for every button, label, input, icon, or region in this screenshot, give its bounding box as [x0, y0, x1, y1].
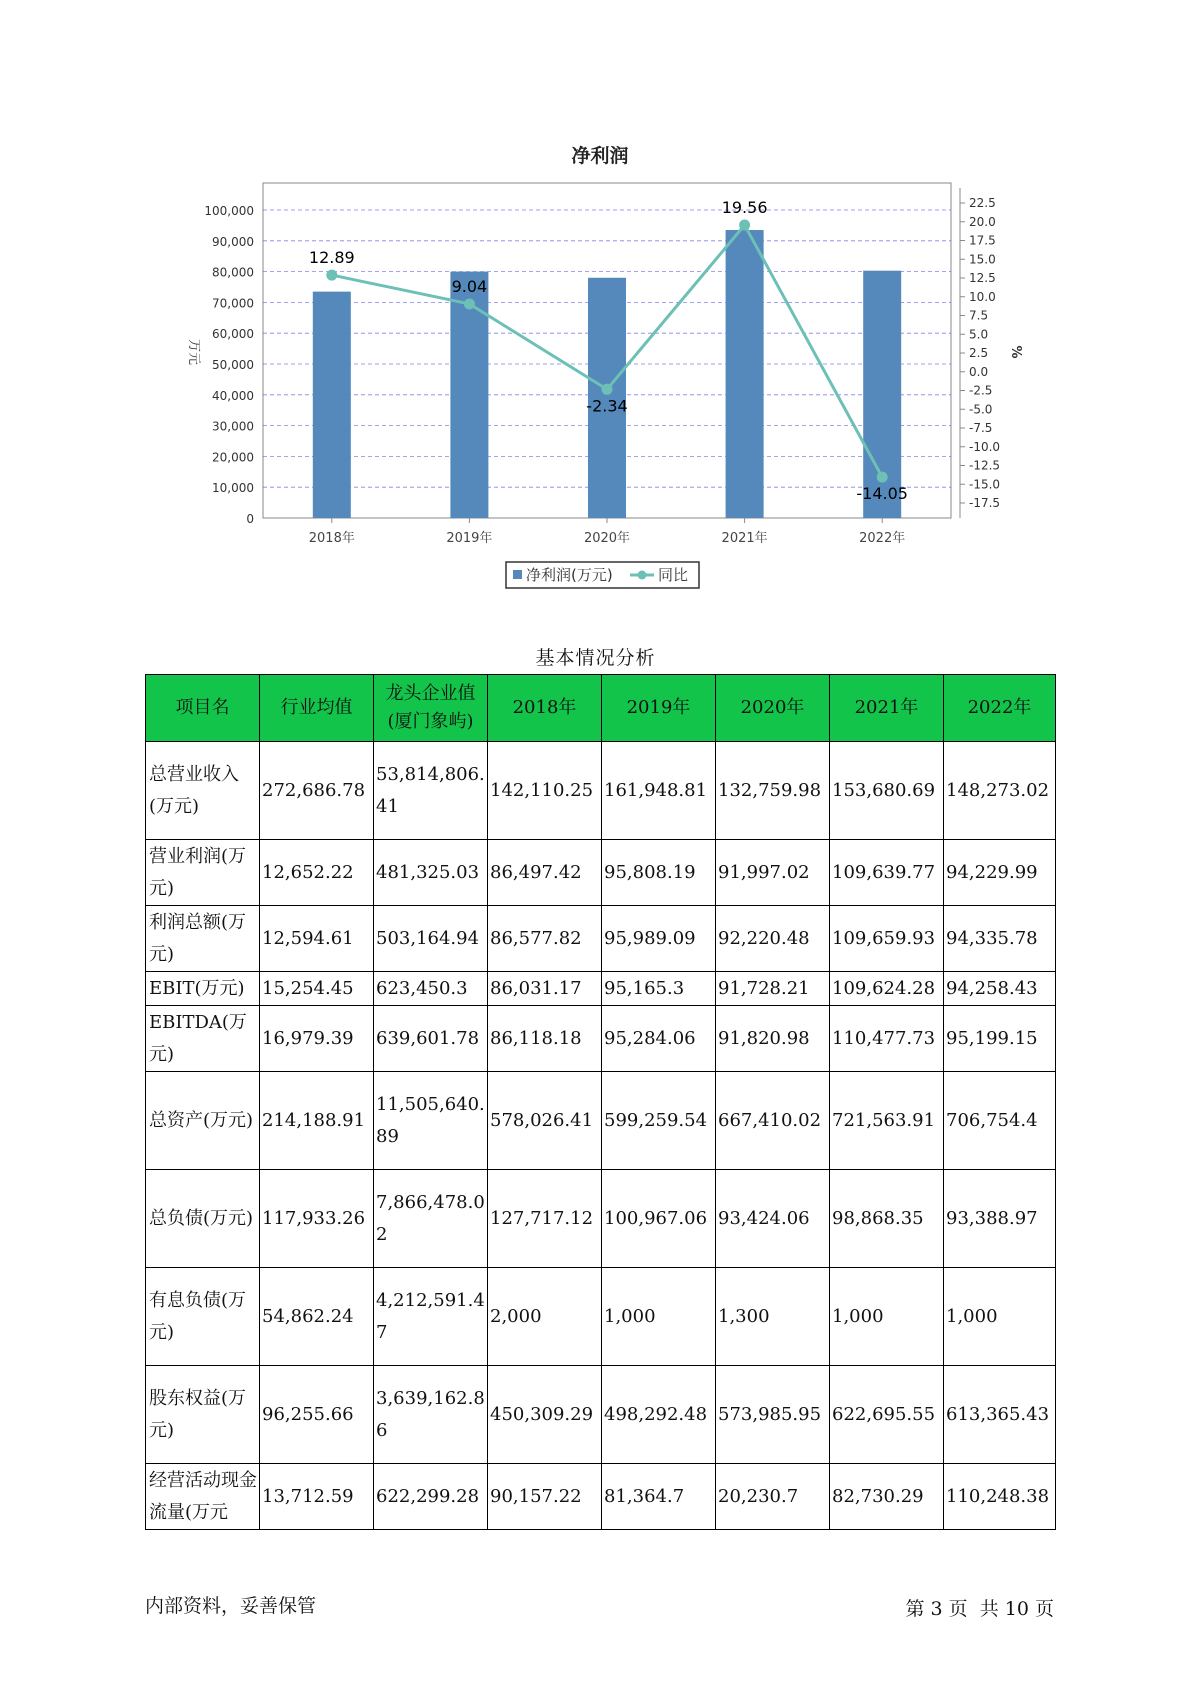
bar	[313, 292, 351, 518]
table-header-cell: 2021年	[830, 675, 944, 742]
x-tick-label: 2019年	[446, 531, 493, 546]
table-header-cell: 2022年	[944, 675, 1056, 742]
value-cell: 503,164.94	[374, 906, 488, 972]
x-tick-label: 2018年	[308, 531, 355, 546]
growth-data-label: 19.56	[721, 198, 768, 218]
value-cell: 13,712.59	[260, 1464, 374, 1530]
table-row	[146, 1268, 1056, 1366]
value-cell: 1,000	[830, 1268, 944, 1366]
legend	[506, 562, 699, 588]
y2-tick-label: 5.0	[969, 327, 989, 342]
y2-tick-label: -17.5	[969, 496, 1001, 510]
y-tick-label: 30,000	[212, 419, 254, 434]
value-cell: 20,230.7	[716, 1464, 830, 1530]
value-cell: 86,118.18	[488, 1006, 602, 1072]
footer-confidential: 内部资料，妥善保管	[145, 1595, 317, 1617]
value-cell: 110,477.73	[830, 1006, 944, 1072]
table-header-cell: 2018年	[488, 675, 602, 742]
value-cell: 98,868.35	[830, 1170, 944, 1268]
value-cell: 450,309.29	[488, 1366, 602, 1464]
value-cell: 94,258.43	[944, 972, 1056, 1006]
row-label-cell: 股东权益(万元)	[146, 1366, 260, 1464]
y-tick-label: 20,000	[212, 450, 254, 465]
row-label-cell: 经营活动现金流量(万元	[146, 1464, 260, 1530]
value-cell: 95,808.19	[602, 840, 716, 906]
growth-data-label: 9.04	[451, 276, 488, 296]
y2-axis-label: %	[1008, 345, 1023, 359]
value-cell: 667,410.02	[716, 1072, 830, 1170]
basic-analysis-table	[145, 674, 1056, 1530]
value-cell: 91,820.98	[716, 1006, 830, 1072]
y2-tick-label: 12.5	[969, 271, 996, 285]
value-cell: 12,652.22	[260, 840, 374, 906]
value-cell: 86,577.82	[488, 906, 602, 972]
value-cell: 110,248.38	[944, 1464, 1056, 1530]
value-cell: 706,754.4	[944, 1072, 1056, 1170]
bar	[726, 230, 764, 518]
table-row	[146, 840, 1056, 906]
y-tick-label: 90,000	[212, 234, 254, 249]
value-cell: 721,563.91	[830, 1072, 944, 1170]
growth-point	[464, 298, 475, 309]
value-cell: 93,388.97	[944, 1170, 1056, 1268]
value-cell: 95,284.06	[602, 1006, 716, 1072]
table-header-cell: 2020年	[716, 675, 830, 742]
value-cell: 639,601.78	[374, 1006, 488, 1072]
y2-tick-label: -2.5	[969, 383, 993, 398]
value-cell: 613,365.43	[944, 1366, 1056, 1464]
bar-series	[313, 230, 901, 518]
y2-tick-label: 10.0	[969, 289, 996, 304]
value-cell: 100,967.06	[602, 1170, 716, 1268]
y-tick-label: 10,000	[212, 481, 254, 496]
value-cell: 132,759.98	[716, 742, 830, 840]
table-row	[146, 1006, 1056, 1072]
legend-bar-swatch	[513, 570, 522, 579]
legend-line-marker	[638, 571, 647, 580]
value-cell: 96,255.66	[260, 1366, 374, 1464]
table-row	[146, 906, 1056, 972]
table-title: 基本情况分析	[535, 647, 656, 669]
table-header-row	[146, 675, 1056, 742]
value-cell: 16,979.39	[260, 1006, 374, 1072]
value-cell: 599,259.54	[602, 1072, 716, 1170]
table-header-cell: 行业均值	[260, 675, 374, 742]
y2-tick-label: 17.5	[969, 233, 996, 248]
y-tick-label: 70,000	[212, 296, 254, 311]
x-tick-label: 2020年	[583, 531, 631, 546]
value-cell: 481,325.03	[374, 840, 488, 906]
value-cell: 622,299.28	[374, 1464, 488, 1530]
growth-point	[602, 384, 613, 395]
y2-tick-label: 22.5	[969, 196, 996, 210]
y2-tick-label: 7.5	[969, 308, 989, 323]
left-axis-ticks	[204, 204, 254, 526]
value-cell: 109,624.28	[830, 972, 944, 1006]
table-row	[146, 1170, 1056, 1268]
value-cell: 214,188.91	[260, 1072, 374, 1170]
growth-data-label: -14.05	[856, 484, 908, 504]
y2-tick-label: 2.5	[969, 346, 989, 360]
table-header-cell: 项目名	[146, 675, 260, 742]
value-cell: 93,424.06	[716, 1170, 830, 1268]
legend-bar-label: 净利润(万元)	[526, 566, 613, 584]
x-tick-label: 2021年	[721, 531, 768, 546]
value-cell: 109,659.93	[830, 906, 944, 972]
table-row	[146, 742, 1056, 840]
y-tick-label: 100,000	[204, 204, 254, 218]
row-label-cell: EBIT(万元)	[146, 972, 260, 1006]
value-cell: 94,335.78	[944, 906, 1056, 972]
y-axis-label: 万元	[186, 338, 201, 366]
y2-tick-label: -15.0	[969, 477, 1001, 492]
y2-tick-label: -5.0	[969, 402, 993, 417]
value-cell: 1,300	[716, 1268, 830, 1366]
y-tick-label: 50,000	[212, 358, 254, 372]
value-cell: 3,639,162.86	[374, 1366, 488, 1464]
table-body	[146, 742, 1056, 1530]
growth-data-label: 12.89	[308, 248, 355, 268]
right-axis-ticks	[960, 196, 1000, 510]
value-cell: 86,497.42	[488, 840, 602, 906]
value-cell: 95,989.09	[602, 906, 716, 972]
growth-data-label: -2.34	[586, 396, 628, 416]
value-cell: 95,199.15	[944, 1006, 1056, 1072]
value-cell: 498,292.48	[602, 1366, 716, 1464]
y2-tick-label: 20.0	[969, 214, 996, 229]
value-cell: 15,254.45	[260, 972, 374, 1006]
table-header-cell: 2019年	[602, 675, 716, 742]
value-cell: 153,680.69	[830, 742, 944, 840]
value-cell: 127,717.12	[488, 1170, 602, 1268]
value-cell: 573,985.95	[716, 1366, 830, 1464]
footer-page-number: 第 3 页 共 10 页	[905, 1598, 1054, 1620]
value-cell: 53,814,806.41	[374, 742, 488, 840]
value-cell: 86,031.17	[488, 972, 602, 1006]
value-cell: 82,730.29	[830, 1464, 944, 1530]
chart-title: 净利润	[571, 145, 629, 167]
value-cell: 109,639.77	[830, 840, 944, 906]
value-cell: 94,229.99	[944, 840, 1056, 906]
value-cell: 1,000	[602, 1268, 716, 1366]
table-row	[146, 1072, 1056, 1170]
value-cell: 92,220.48	[716, 906, 830, 972]
y-tick-label: 80,000	[212, 265, 254, 280]
y2-tick-label: -10.0	[969, 439, 1001, 454]
y-tick-label: 0	[246, 512, 254, 526]
table-header-cell: 龙头企业值(厦门象屿)	[374, 675, 488, 742]
row-label-cell: 总资产(万元)	[146, 1072, 260, 1170]
row-label-cell: EBITDA(万元)	[146, 1006, 260, 1072]
value-cell: 81,364.7	[602, 1464, 716, 1530]
value-cell: 91,728.21	[716, 972, 830, 1006]
value-cell: 272,686.78	[260, 742, 374, 840]
y2-tick-label: 0.0	[969, 364, 989, 379]
x-tick-label: 2022年	[859, 531, 906, 546]
value-cell: 623,450.3	[374, 972, 488, 1006]
value-cell: 12,594.61	[260, 906, 374, 972]
value-cell: 2,000	[488, 1268, 602, 1366]
y2-tick-label: 15.0	[969, 252, 996, 267]
table-row	[146, 1366, 1056, 1464]
table-row	[146, 1464, 1056, 1530]
row-label-cell: 有息负债(万元)	[146, 1268, 260, 1366]
value-cell: 117,933.26	[260, 1170, 374, 1268]
value-cell: 622,695.55	[830, 1366, 944, 1464]
x-axis-ticks	[309, 518, 905, 546]
value-cell: 11,505,640.89	[374, 1072, 488, 1170]
value-cell: 142,110.25	[488, 742, 602, 840]
y-tick-label: 60,000	[212, 327, 254, 342]
row-label-cell: 总负债(万元)	[146, 1170, 260, 1268]
net-profit-chart	[0, 0, 1191, 600]
value-cell: 7,866,478.02	[374, 1170, 488, 1268]
row-label-cell: 总营业收入(万元)	[146, 742, 260, 840]
table-row	[146, 972, 1056, 1006]
value-cell: 4,212,591.47	[374, 1268, 488, 1366]
value-cell: 54,862.24	[260, 1268, 374, 1366]
row-label-cell: 利润总额(万元)	[146, 906, 260, 972]
growth-point	[326, 270, 337, 281]
value-cell: 161,948.81	[602, 742, 716, 840]
value-cell: 1,000	[944, 1268, 1056, 1366]
value-cell: 148,273.02	[944, 742, 1056, 840]
growth-point	[739, 220, 750, 231]
value-cell: 91,997.02	[716, 840, 830, 906]
y2-tick-label: -12.5	[969, 458, 1001, 473]
value-cell: 578,026.41	[488, 1072, 602, 1170]
value-cell: 90,157.22	[488, 1464, 602, 1530]
y2-tick-label: -7.5	[969, 421, 993, 435]
row-label-cell: 营业利润(万元)	[146, 840, 260, 906]
legend-line-label: 同比	[658, 566, 689, 584]
y-tick-label: 40,000	[212, 388, 254, 403]
growth-point	[877, 472, 888, 483]
value-cell: 95,165.3	[602, 972, 716, 1006]
